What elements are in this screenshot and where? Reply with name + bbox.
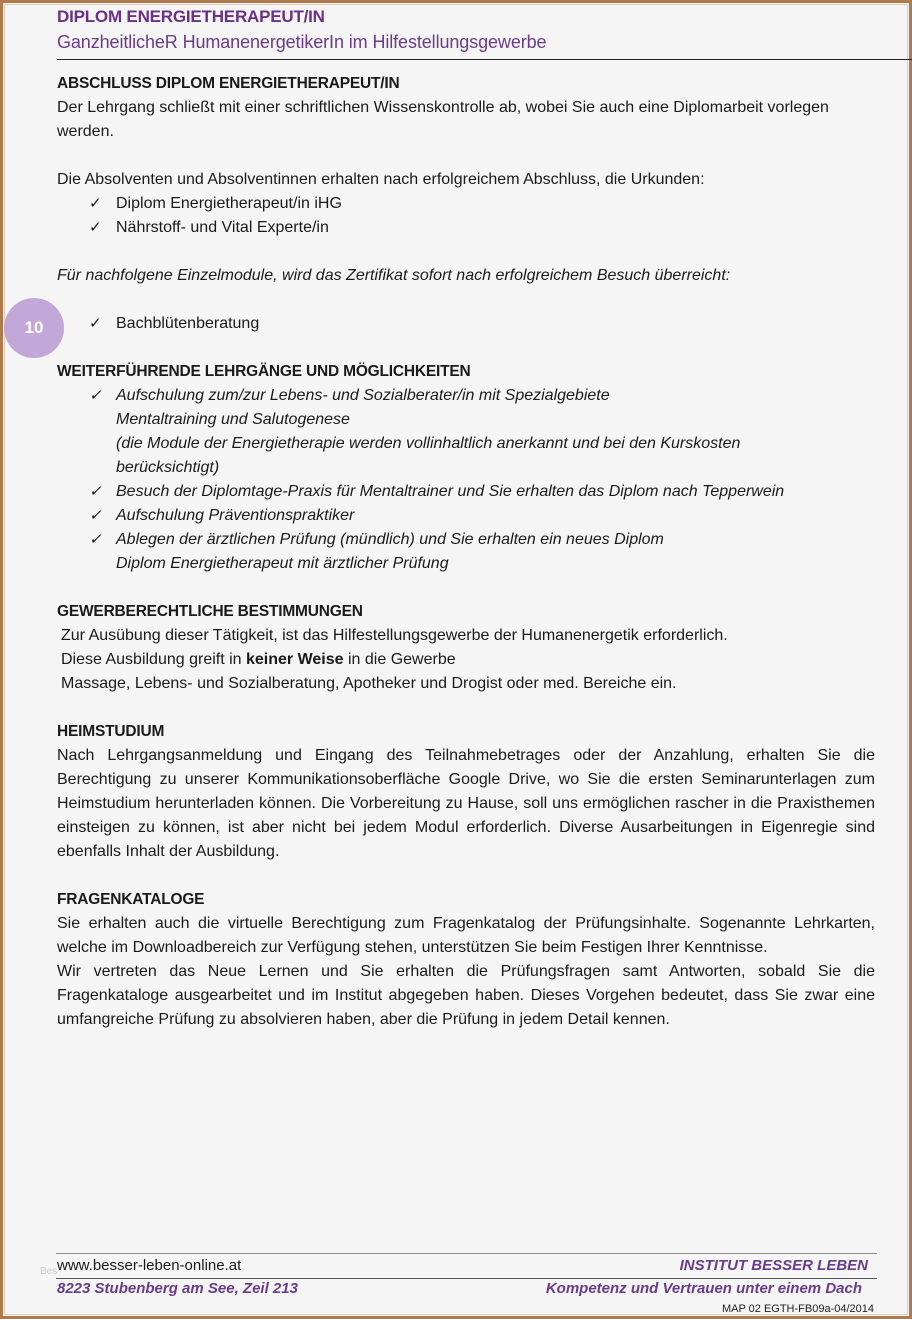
certificates-intro: Die Absolventen und Absolventinnen erhalten nach erfolgreichem Abschluss, die Urkunden: bbox=[57, 171, 705, 188]
checkmark-icon: ✓ bbox=[89, 483, 102, 500]
document-title: DIPLOM ENERGIETHERAPEUT/IN bbox=[57, 7, 325, 26]
section-heading-weiterfuehrende: WEITERFÜHRENDE LEHRGÄNGE UND MÖGLICHKEITEN bbox=[57, 363, 471, 380]
footer-watermark: Bes bbox=[40, 1266, 58, 1277]
section-heading-abschluss: ABSCHLUSS DIPLOM ENERGIETHERAPEUT/IN bbox=[57, 75, 400, 92]
section-heading-gewerbe: GEWERBERECHTLICHE BESTIMMUNGEN bbox=[57, 603, 363, 620]
list-item: ✓ Diplom Energietherapeut/in iHG bbox=[89, 192, 875, 216]
checkmark-icon: ✓ bbox=[89, 507, 102, 524]
list-item: ✓ Aufschulung zum/zur Lebens- und Sozialberater/in mit Spezialgebiete Mentaltraining und Salutogenese (die Module der Energietherapie werden vollinhaltlich anerkannt und bei den Kurskosten berücksichtigt) bbox=[89, 384, 875, 480]
gewerbe-line-3: Massage, Lebens- und Sozialberatung, Apotheker und Drogist oder med. Bereiche ein. bbox=[61, 675, 677, 692]
certificates-list bbox=[57, 192, 875, 240]
section-heading-fragenkataloge: FRAGENKATALOGE bbox=[57, 891, 205, 908]
list-item: ✓ Besuch der Diplomtage-Praxis für Mentaltrainer und Sie erhalten das Diplom nach Tepperwein bbox=[89, 480, 875, 504]
gewerbe-line-1: Zur Ausübung dieser Tätigkeit, ist das Hilfestellungsgewerbe der Humanenergetik erforderlich. bbox=[61, 627, 728, 644]
checkmark-icon: ✓ bbox=[89, 531, 102, 548]
modules-list bbox=[57, 312, 875, 336]
further-courses-list bbox=[57, 384, 875, 576]
modules-intro: Für nachfolgene Einzelmodule, wird das Zertifikat sofort nach erfolgreichem Besuch überreicht: bbox=[57, 267, 731, 284]
fragenkataloge-text-2: Wir vertreten das Neue Lernen und Sie erhalten die Prüfungsfragen samt Antworten, sobald Sie die Fragenkataloge ausgearbeitet und im Institut abgegeben haben. Dieses Vorgehen bedeutet, dass Sie zwar eine umfangreiche Prüfung zu absolvieren haben, aber die Prüfung in jedem Detail kennen. bbox=[57, 963, 875, 1028]
footer-slogan: Kompetenz und Vertrauen unter einem Dach bbox=[545, 1280, 862, 1297]
document-body bbox=[57, 72, 875, 1032]
heimstudium-text: Nach Lehrgangsanmeldung und Eingang des Teilnahmebetrages oder der Anzahlung, erhalten Sie die Berechtigung zu unserer Kommunikationsoberfläche Google Drive, wo Sie die ersten Seminarunterlagen zum Heimstudium herunterladen können. Die Vorbereitung zu Hause, soll uns ermöglichen rascher in die Praxisthemen einsteigen zu können, ist aber nicht bei jedem Modul erforderlich. Diverse Ausarbeitungen in Eigenregie sind ebenfalls Inhalt der Ausbildung. bbox=[57, 747, 875, 860]
checkmark-icon: ✓ bbox=[89, 219, 102, 236]
checkmark-icon: ✓ bbox=[89, 387, 102, 404]
checkmark-icon: ✓ bbox=[89, 195, 102, 212]
list-item: ✓ Ablegen der ärztlichen Prüfung (mündlich) und Sie erhalten ein neues Diplom Diplom Energietherapeut mit ärztlicher Prüfung bbox=[89, 528, 875, 576]
footer-institute-name: INSTITUT BESSER LEBEN bbox=[679, 1257, 868, 1274]
checkmark-icon: ✓ bbox=[89, 315, 102, 332]
footer-divider-middle bbox=[56, 1278, 877, 1279]
footer-address: 8223 Stubenberg am See, Zeil 213 bbox=[57, 1280, 298, 1297]
header-divider bbox=[57, 59, 912, 60]
list-item: ✓ Bachblütenberatung bbox=[89, 312, 875, 336]
abschluss-intro: Der Lehrgang schließt mit einer schriftlichen Wissenskontrolle ab, wobei Sie auch eine Diplomarbeit vorlegen werden. bbox=[57, 99, 829, 140]
section-heading-heimstudium: HEIMSTUDIUM bbox=[57, 723, 165, 740]
list-item: ✓ Aufschulung Präventionspraktiker bbox=[89, 504, 875, 528]
gewerbe-line-2: Diese Ausbildung greift in keiner Weise in die Gewerbe bbox=[61, 651, 456, 668]
list-item: ✓ Nährstoff- und Vital Experte/in bbox=[89, 216, 875, 240]
fragenkataloge-text-1: Sie erhalten auch die virtuelle Berechtigung zum Fragenkatalog der Prüfungsinhalte. Sogenannte Lehrkarten, welche im Downloadbereich zur Verfügung stehen, unterstützen Sie beim Festigen Ihrer Kenntnisse. bbox=[57, 915, 875, 956]
document-subtitle: GanzheitlicheR HumanenergetikerIn im Hilfestellungsgewerbe bbox=[57, 32, 547, 52]
footer-divider-top bbox=[56, 1253, 877, 1254]
page-number-badge: 10 bbox=[4, 298, 64, 358]
footer-website-link[interactable]: www.besser-leben-online.at bbox=[57, 1257, 242, 1274]
document-header bbox=[57, 4, 912, 54]
footer-document-code: MAP 02 EGTH-FB09a-04/2014 bbox=[721, 1303, 874, 1315]
